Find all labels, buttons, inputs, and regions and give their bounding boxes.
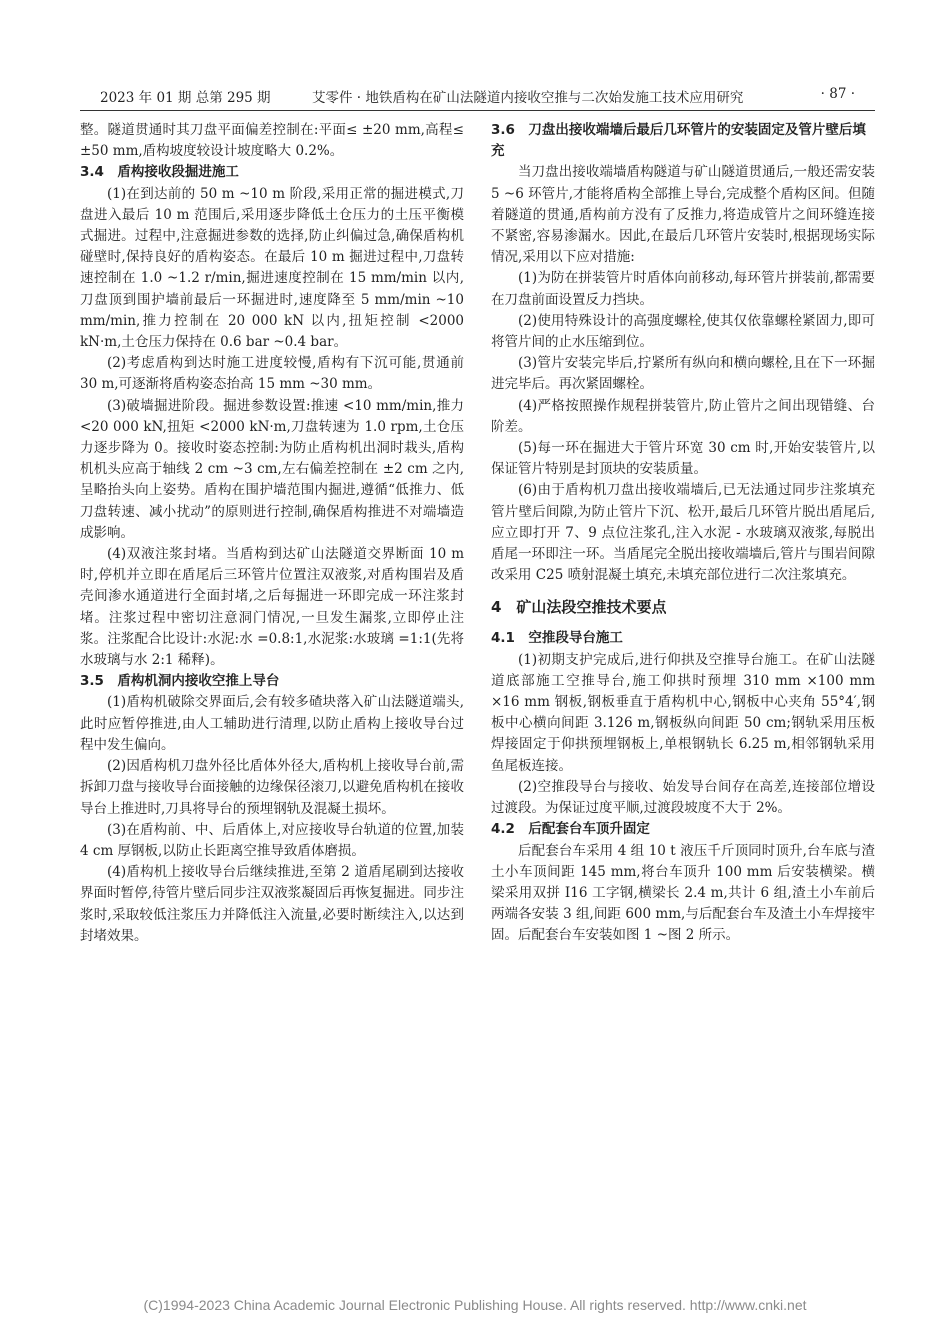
section-heading-3-6: 3.6 刀盘出接收端墙后最后几环管片的安装固定及管片壁后填充 bbox=[491, 122, 866, 160]
section-heading-4-2: 4.2 后配套台车顶升固定 bbox=[491, 821, 650, 838]
running-header bbox=[80, 86, 875, 108]
paragraph: (4)严格按照操作规程拼装管片,防止管片之间出现错缝、台阶差。 bbox=[491, 397, 875, 435]
section-heading-3-5: 3.5 盾构机洞内接收空推上导台 bbox=[80, 673, 280, 690]
paragraph: (4)盾构机上接收导台后继续推进,至第 2 道盾尾刷到达接收界面时暂停,待管片壁后同步注双液浆凝固后再恢复掘进。同步注浆时,采取较低注浆压力并降低注入流量,必要时断续注入,以达到封堵效果。 bbox=[80, 864, 464, 944]
paragraph: (1)初期支护完成后,进行仰拱及空推导台施工。在矿山法隧道底部施工空推导台,施工仰拱时预埋 310 mm ×100 mm ×16 mm 钢板,钢板垂直于盾构机中心,钢板中心夹角 55°4′,钢板中心横向间距 3.126 m,钢板纵向间距 50 cm;钢轨采用压板焊接固定于仰拱预埋钢板上,单根钢轨长 6.25 m,相邻钢轨采用鱼尾板连接。 bbox=[491, 651, 875, 774]
paragraph: 整。隧道贯通时其刀盘平面偏差控制在:平面≤ ±20 mm,高程≤ ±50 mm,盾构坡度较设计坡度略大 0.2%。 bbox=[80, 122, 464, 160]
section-heading-4-1: 4.1 空推段导台施工 bbox=[491, 630, 623, 647]
paragraph: (1)在到达前的 50 m ~10 m 阶段,采用正常的掘进模式,刀盘进入最后 10 m 范围后,采用逐步降低土仓压力的土压平衡模式掘进。过程中,注意掘进参数的选择,防止纠偏过急,确保盾构机碰壁时,保持良好的盾构姿态。在最后 10 m 掘进过程中,刀盘转速控制在 1.0 ~1.2 r/min,掘进速度控制在 15 mm/min 以内,刀盘顶到围护墙前最后一环掘进时,速度降至 5 mm/min ~10 mm/min,推力控制在 20 000 kN 以内,扭矩控制 <2000 kN·m,土仓压力保持在 0.6 bar ~0.4 bar。 bbox=[80, 185, 464, 351]
paragraph: (3)在盾构前、中、后盾体上,对应接收导台轨道的位置,加装 4 cm 厚钢板,以防止长距离空推导致盾体磨损。 bbox=[80, 821, 464, 859]
paragraph: (4)双液注浆封堵。当盾构到达矿山法隧道交界断面 10 m 时,停机并立即在盾尾后三环管片位置注双液浆,对盾构围岩及盾壳间渗水通道进行全面封堵,之后每掘进一环即完成一环注浆封堵。注浆过程中密切注意洞门情况,一旦发生漏浆,立即停止注浆。注浆配合比设计:水泥:水 =0.8:1,水泥浆:水玻璃 =1:1(先将水玻璃与水 2:1 稀释)。 bbox=[80, 546, 464, 669]
paragraph: (1)盾构机破除交界面后,会有较多碴块落入矿山法隧道端头,此时应暂停推进,由人工辅助进行清理,以防止盾构上接收导台过程中发生偏向。 bbox=[80, 694, 464, 753]
journal-issue: 2023 年 01 期 总第 295 期 bbox=[100, 90, 271, 106]
left-column bbox=[80, 120, 464, 947]
section-heading-3-4: 3.4 盾构接收段掘进施工 bbox=[80, 164, 239, 181]
paragraph: (1)为防在拼装管片时盾体向前移动,每环管片拼装前,都需要在刀盘前面设置反力挡块。 bbox=[491, 270, 875, 308]
paragraph: (2)空推段导台与接收、始发导台间存在高差,连接部位增设过渡段。为保证过度平顺,过渡段坡度不大于 2%。 bbox=[491, 778, 875, 817]
paragraph: (2)使用特殊设计的高强度螺栓,使其仅依靠螺栓紧固力,即可将管片间的止水压缩到位。 bbox=[491, 312, 875, 351]
running-title: 艾零件 · 地铁盾构在矿山法隧道内接收空推与二次始发施工技术应用研究 bbox=[312, 90, 744, 106]
copyright-footer: (C)1994-2023 China Academic Journal Electronic Publishing House. All rights reserved. http://www.cnki.net bbox=[143, 1297, 807, 1313]
paragraph: (3)破墙掘进阶段。掘进参数设置:推速 <10 mm/min,推力 <20 000 kN,扭矩 <2000 kN·m,刀盘转速为 1.0 rpm,土仓压力逐步降为 0。接收时姿态控制:为防止盾构机出洞时栽头,盾构机机头应高于轴线 2 cm ~3 cm,左右偏差控制在 ±2 cm 之内,呈略抬头向上姿势。盾构在围护墙范围内掘进,遵循“低推力、低刀盘转速、减小扰动”的原则进行控制,确保盾构推进不对端墙造成影响。 bbox=[80, 397, 464, 541]
paragraph: 后配套台车采用 4 组 10 t 液压千斤顶同时顶升,台车底与渣土小车顶间距 145 mm,将台车顶升 100 mm 后安装横梁。横梁采用双拼 I16 工字钢,横梁长 2.4 m,共计 6 组,渣土小车前后两端各安装 3 组,间距 600 mm,与后配套台车及渣土小车焊接牢固。后配套台车安装如图 1 ~图 2 所示。 bbox=[491, 842, 875, 944]
paragraph: (6)由于盾构机刀盘出接收端墙后,已无法通过同步注浆填充管片壁后间隙,为防止管片下沉、松开,最后几环管片脱出盾尾后,应立即打开 7、9 点位注浆孔,注入水泥 - 水玻璃双液浆,每脱出盾尾一环即注一环。当盾尾完全脱出接收端墙后,管片与围岩间隙改采用 C25 喷射混凝土填充,未填充部位进行二次注浆填充。 bbox=[491, 482, 875, 584]
paragraph: 当刀盘出接收端墙盾构隧道与矿山隧道贯通后,一般还需安装 5 ~6 环管片,才能将盾构全部推上导台,完成整个盾构区间。但随着隧道的贯通,盾构前方没有了反推力,将造成管片之间环缝连接不紧密,容易渗漏水。因此,在最后几环管片安装时,根据现场实际情况,采用以下应对措施: bbox=[491, 164, 875, 266]
paragraph: (2)因盾构机刀盘外径比盾体外径大,盾构机上接收导台前,需拆卸刀盘与接收导台面接触的边缘保径滚刀,以避免盾构机在接收导台上推进时,刀具将导台的预埋钢轨及混凝土损坏。 bbox=[80, 758, 464, 817]
paragraph: (3)管片安装完毕后,拧紧所有纵向和横向螺栓,且在下一环掘进完毕后。再次紧固螺栓。 bbox=[491, 355, 875, 393]
paragraph: (2)考虑盾构到达时施工进度较慢,盾构有下沉可能,贯通前 30 m,可逐渐将盾构姿态抬高 15 mm ~30 mm。 bbox=[80, 355, 464, 393]
paragraph: (5)每一环在掘进大于管片环宽 30 cm 时,开始安装管片,以保证管片特别是封顶块的安装质量。 bbox=[491, 440, 875, 478]
right-column bbox=[491, 120, 875, 947]
section-heading-4: 4 矿山法段空推技术要点 bbox=[491, 598, 667, 617]
page-number: · 87 · bbox=[820, 86, 855, 102]
header-rule bbox=[80, 110, 875, 111]
